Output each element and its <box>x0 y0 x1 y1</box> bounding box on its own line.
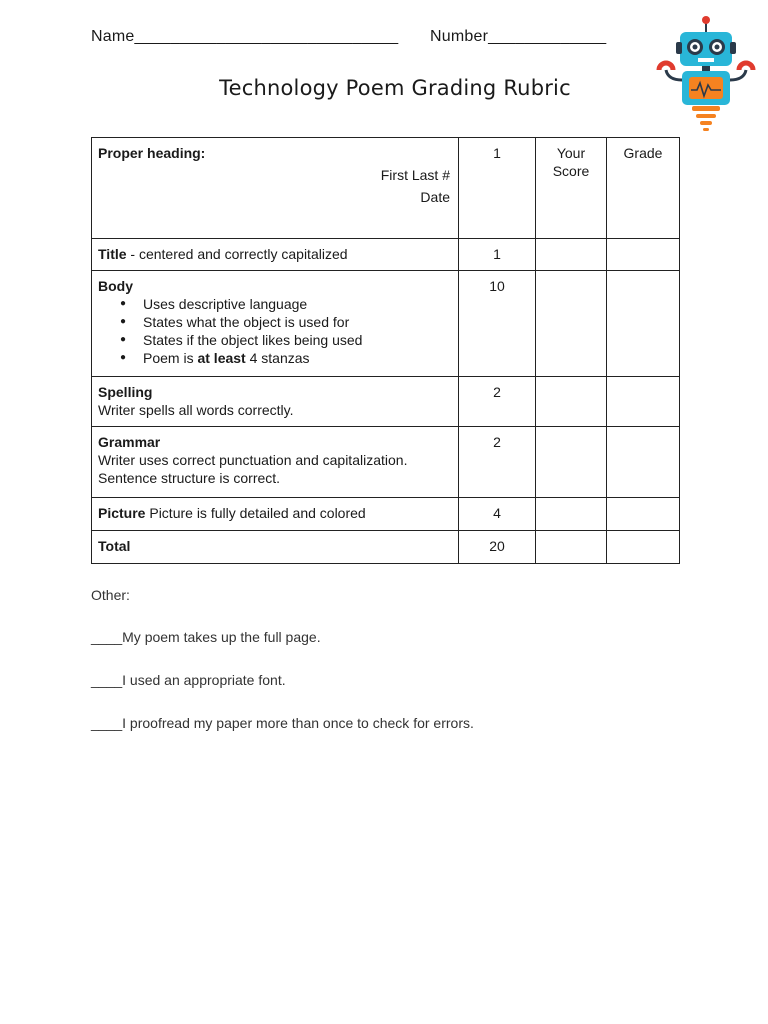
criterion-cell <box>92 531 459 564</box>
criterion-desc: Writer uses correct punctuation and capitalization. <box>98 452 408 468</box>
points-cell: 1 <box>459 239 536 271</box>
criterion-desc: Picture is fully detailed and colored <box>145 505 366 521</box>
criterion-label: Grammar <box>98 434 161 450</box>
table-row <box>92 271 680 377</box>
grade-cell[interactable] <box>607 531 680 564</box>
grade-cell[interactable] <box>607 239 680 271</box>
your-score-cell[interactable] <box>536 377 607 427</box>
criterion-label: Spelling <box>98 384 153 400</box>
list-item: ● States what the object is used for <box>98 313 452 331</box>
grade-cell[interactable] <box>607 427 680 498</box>
emphasis-text: at least <box>197 350 246 366</box>
your-score-cell[interactable] <box>536 498 607 531</box>
your-score-cell[interactable] <box>536 427 607 498</box>
criterion-label: Body <box>98 278 133 294</box>
page-title: Technology Poem Grading Rubric <box>219 76 571 100</box>
total-points-cell: 20 <box>459 531 536 564</box>
criterion-desc: Sentence structure is correct. <box>98 470 281 486</box>
your-score-cell[interactable] <box>536 239 607 271</box>
name-line[interactable]: Name_____________________________ <box>91 28 399 45</box>
grade-cell[interactable] <box>607 271 680 377</box>
points-cell: 10 <box>459 271 536 377</box>
checklist-item[interactable]: ____My poem takes up the full page. <box>91 629 321 645</box>
other-label: Other: <box>91 587 130 603</box>
criterion-label: Title <box>98 246 127 262</box>
grade-cell[interactable] <box>607 498 680 531</box>
criterion-label: Proper heading: <box>98 145 206 161</box>
your-score-cell[interactable] <box>536 271 607 377</box>
criterion-desc: - centered and correctly capitalized <box>126 246 348 262</box>
table-row <box>92 239 680 271</box>
points-cell: 2 <box>459 427 536 498</box>
heading-line-1: First Last # <box>380 167 450 183</box>
list-item: ● States if the object likes being used <box>98 331 452 349</box>
your-score-cell[interactable] <box>536 531 607 564</box>
your-score-header: Your Score <box>536 138 607 239</box>
criterion-cell <box>92 498 459 531</box>
criterion-cell <box>92 377 459 427</box>
table-row <box>92 498 680 531</box>
criterion-cell <box>92 138 459 239</box>
criterion-cell <box>92 271 459 377</box>
criterion-cell <box>92 427 459 498</box>
points-cell: 1 <box>459 138 536 239</box>
criterion-label: Picture <box>98 505 146 521</box>
grading-rubric-table <box>91 137 680 564</box>
heading-line-2: Date <box>420 189 450 205</box>
number-line[interactable]: Number_____________ <box>430 28 607 45</box>
table-row <box>92 138 680 239</box>
list-item-text: Poem is <box>143 350 198 366</box>
list-item-text: 4 stanzas <box>245 350 310 366</box>
checklist-item[interactable]: ____I proofread my paper more than once to check for errors. <box>91 715 474 731</box>
table-row <box>92 377 680 427</box>
grade-header: Grade <box>607 138 680 239</box>
list-item: ● Uses descriptive language <box>98 295 452 313</box>
points-cell: 4 <box>459 498 536 531</box>
total-label: Total <box>98 538 131 554</box>
table-row <box>92 531 680 564</box>
list-item <box>98 349 452 367</box>
grade-cell[interactable] <box>607 377 680 427</box>
points-cell: 2 <box>459 377 536 427</box>
criterion-desc: Writer spells all words correctly. <box>98 402 294 418</box>
table-row <box>92 427 680 498</box>
checklist-item[interactable]: ____I used an appropriate font. <box>91 672 286 688</box>
body-criteria-list <box>98 295 452 367</box>
criterion-cell <box>92 239 459 271</box>
